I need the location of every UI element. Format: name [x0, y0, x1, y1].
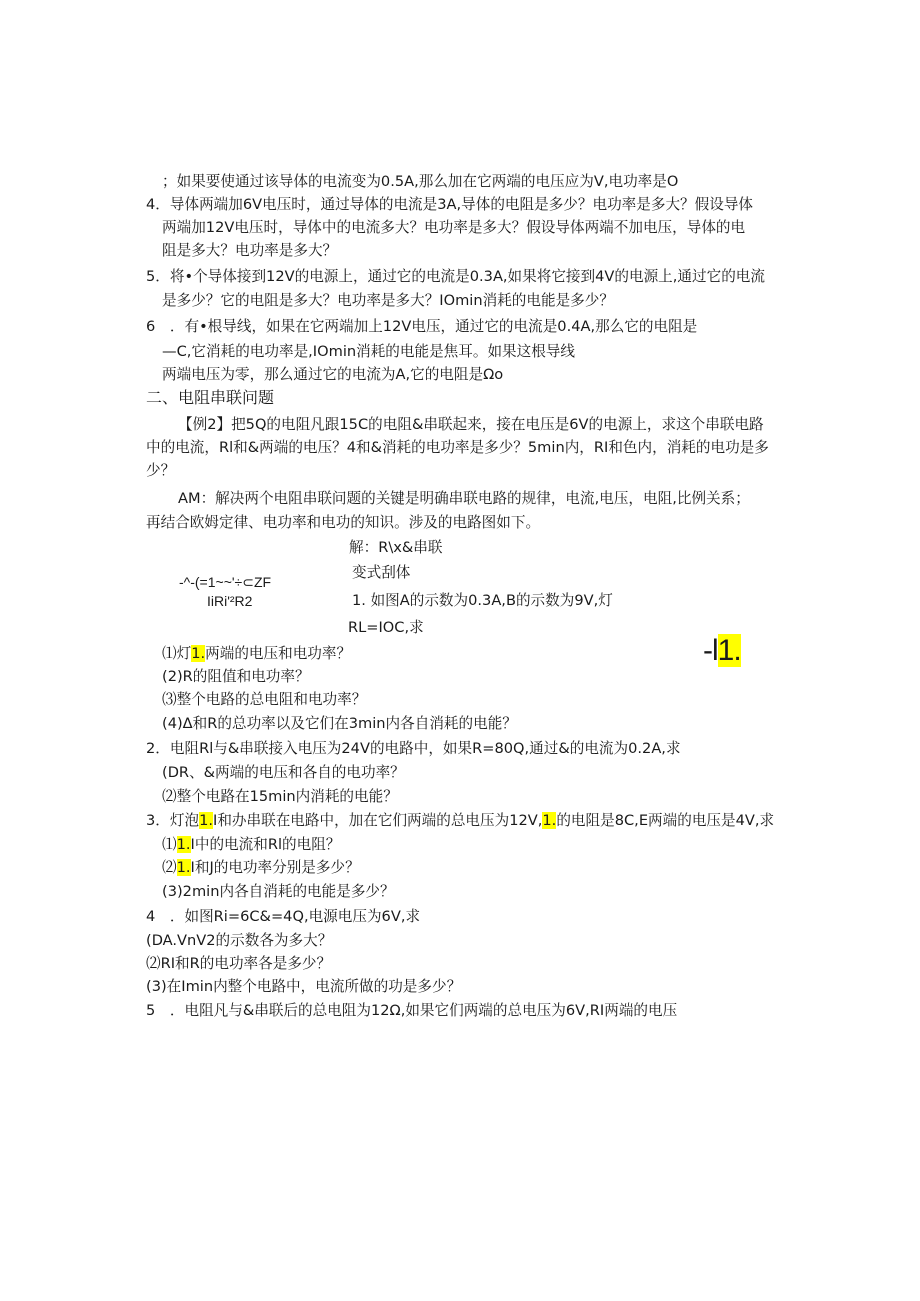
text-line: 6 ．有•根导线，如果在它两端加上12V电压，通过它的电流是0.4A,那么它的电阻是 — [146, 318, 698, 335]
text-line: 变式刮体 — [352, 564, 411, 581]
text-line: 中的电流，Rl和&两端的电压？4和&消耗的电功率是多少？5min内，RI和色内，消耗的电功是多 — [146, 439, 769, 456]
highlighted-text: 1. — [176, 836, 191, 853]
circuit-diagram-labels: IiRi'²R2 — [207, 593, 253, 609]
text-fragment: 3．灯泡 — [146, 812, 200, 829]
text-line: ⑵整个电路在15min内消耗的电能？ — [162, 788, 398, 805]
text-line: 是多少？它的电阻是多大？电功率是多大？IOmin消耗的电能是多少？ — [162, 292, 614, 309]
text-line — [162, 857, 360, 879]
text-line: 2．电阻Rl与&串联接入电压为24V的电路中，如果R=80Q,通过&的电流为0.2A,求 — [146, 740, 681, 757]
large-label — [703, 634, 741, 668]
circuit-diagram-top: -^-(=1~~'÷⊂ZF — [179, 574, 272, 590]
highlighted-text: 1. — [199, 812, 214, 829]
text-line: 两端加12V电压时，导体中的电流多大？电功率是多大？假设导体两端不加电压，导体的电 — [162, 219, 746, 236]
text-fragment: I和J的电功率分别是多少？ — [190, 859, 360, 876]
text-fragment: 两端的电压和电功率？ — [205, 645, 352, 662]
text-line — [162, 643, 351, 665]
text-line: AM：解决两个电阻串联问题的关键是明确串联电路的规律，电流,电压，电阻,比例关系； — [178, 490, 750, 507]
text-fragment: I中的电流和Rl的电阻？ — [190, 836, 341, 853]
text-line: 再结合欧姆定律、电功率和电功的知识。涉及的电路图如下。 — [146, 514, 541, 531]
text-line: (4)Δ和R的总功率以及它们在3min内各自消耗的电能？ — [162, 715, 517, 732]
text-line — [162, 834, 340, 856]
text-line: 【例2】把5Q的电阻凡跟15C的电阻&串联起来，接在电压是6V的电源上，求这个串联电路 — [178, 416, 764, 433]
section-heading: 二、电阻串联问题 — [146, 388, 275, 407]
text-line: 阻是多大？电功率是多大？ — [162, 242, 338, 259]
text-line: —C,它消耗的电功率是,IOmin消耗的电能是焦耳。如果这根导线 — [162, 343, 576, 360]
text-line: (3)2min内各自消耗的电能是多少？ — [162, 883, 395, 900]
highlighted-text: 1. — [542, 812, 557, 829]
text-line: (3)在Imin内整个电路中，电流所做的功是多少？ — [146, 978, 462, 995]
text-fragment: 的电阻是8C,E两端的电压是4V,求 — [556, 812, 775, 829]
text-fragment: I和办串联在电路中，加在它们两端的总电压为12V, — [213, 812, 543, 829]
text-line: ⑶整个电路的总电阻和电功率？ — [162, 691, 367, 708]
text-line: ⑵RI和R的电功率各是多少？ — [146, 955, 332, 972]
text-line: 5 ．电阻凡与&串联后的总电阻为12Ω,如果它们两端的总电压为6V,RI两端的电压 — [146, 1002, 678, 1019]
text-line: 1. 如图A的示数为0.3A,B的示数为9V,灯 — [352, 592, 613, 609]
text-fragment: ⑵ — [162, 859, 177, 876]
text-line: (DR、&两端的电压和各自的电功率？ — [162, 764, 405, 781]
solution-label: 解：R\x&串联 — [349, 539, 443, 556]
highlighted-text: 1. — [191, 645, 206, 662]
text-line: 4．导体两端加6V电压时，通过导体的电流是3A,导体的电阻是多少？电功率是多大？假设导体 — [146, 196, 754, 213]
highlighted-text: 1. — [176, 859, 191, 876]
text-line: (DA.VnV2的示数各为多大？ — [146, 932, 333, 949]
text-line: (2)R的阻值和电功率？ — [162, 668, 310, 685]
text-line — [146, 810, 774, 832]
text-line: 5．将•个导体接到12V的电源上，通过它的电流是0.3A,如果将它接到4V的电源上,通过它的电流 — [146, 268, 765, 285]
text-line: 两端电压为零，那么通过它的电流为A,它的电阻是Ωo — [162, 366, 504, 383]
text-line: 少？ — [146, 462, 176, 479]
text-fragment: ⑴灯 — [162, 645, 192, 662]
text-line: 4 ．如图Ri=6C&=4Q,电源电压为6V,求 — [146, 908, 421, 925]
text-fragment: ⑴ — [162, 836, 177, 853]
text-line: ；如果要使通过该导体的电流变为0.5A,那么加在它两端的电压应为V,电功率是O — [162, 173, 679, 190]
text-line: RL=IOC,求 — [348, 619, 424, 636]
highlighted-text: 1. — [717, 634, 741, 667]
text-fragment: -l — [703, 634, 718, 667]
